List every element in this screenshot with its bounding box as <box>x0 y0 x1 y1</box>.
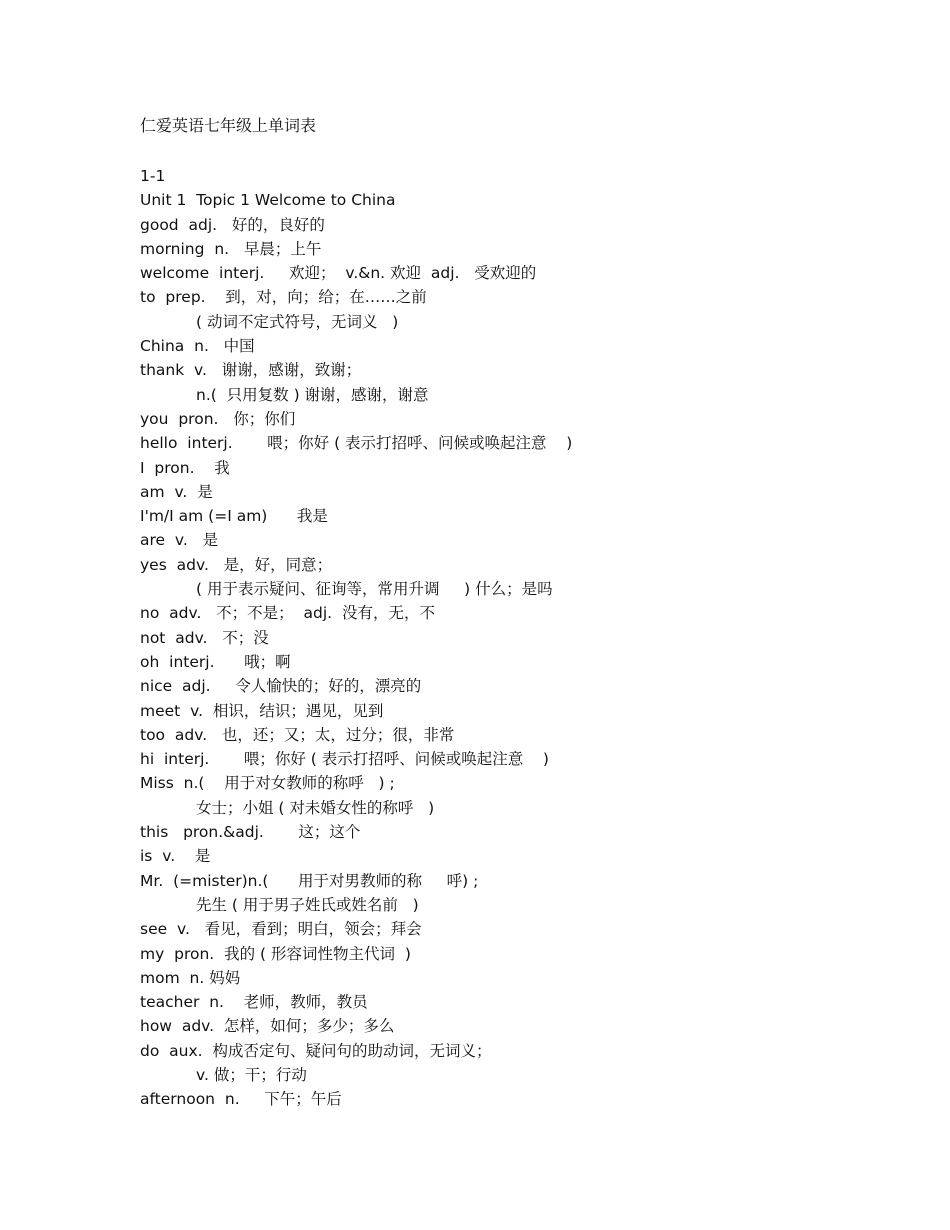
vocab-line: see v. 看见，看到；明白，领会；拜会 <box>140 920 422 939</box>
vocab-line: Miss n.( 用于对女教师的称呼 ) ; <box>140 774 395 793</box>
vocab-line: nice adj. 令人愉快的；好的，漂亮的 <box>140 677 422 696</box>
vocab-line: teacher n. 老师，教师，教员 <box>140 993 368 1012</box>
vocab-line: to prep. 到，对，向；给；在……之前 <box>140 288 427 307</box>
vocab-line-continuation: 先生 ( 用于男子姓氏或姓名前 ) <box>196 895 419 914</box>
vocab-line: oh interj. 哦；啊 <box>140 652 291 671</box>
vocab-line: yes adv. 是，好，同意； <box>140 555 333 574</box>
document-title: 仁爱英语七年级上单词表 <box>140 116 317 135</box>
vocab-line-continuation: 女士；小姐 ( 对未婚女性的称呼 ) <box>196 798 435 817</box>
vocabulary-list <box>140 164 930 1112</box>
vocab-line: good adj. 好的，良好的 <box>140 215 325 234</box>
vocab-line: morning n. 早晨；上午 <box>140 239 322 258</box>
vocab-line: mom n. 妈妈 <box>140 968 241 987</box>
vocab-line: 1-1 <box>140 167 166 185</box>
vocab-line: meet v. 相识，结识；遇见，见到 <box>140 701 384 720</box>
vocab-line-continuation: ( 动词不定式符号，无词义 ) <box>196 312 399 331</box>
vocab-line: am v. 是 <box>140 482 213 501</box>
vocab-line: afternoon n. 下午；午后 <box>140 1090 342 1109</box>
vocab-line: thank v. 谢谢，感谢，致谢； <box>140 361 362 380</box>
vocab-line: are v. 是 <box>140 531 219 550</box>
vocab-line: too adv. 也，还；又；太，过分；很，非常 <box>140 725 455 744</box>
vocab-line: Mr. (=mister)n.( 用于对男教师的称 呼) ; <box>140 871 479 890</box>
vocab-line: hello interj. 喂；你好 ( 表示打招呼、问候或唤起注意 ) <box>140 434 573 453</box>
vocab-line-continuation: ( 用于表示疑问、征询等，常用升调 ) 什么；是吗 <box>196 580 553 599</box>
vocab-line: is v. 是 <box>140 847 211 866</box>
vocab-line: I'm/I am (=I am) 我是 <box>140 507 328 526</box>
vocab-line-continuation: n.( 只用复数 ) 谢谢，感谢，谢意 <box>196 385 429 404</box>
vocab-line: you pron. 你；你们 <box>140 409 296 428</box>
vocab-line: welcome interj. 欢迎； v.&n. 欢迎 adj. 受欢迎的 <box>140 264 537 283</box>
vocab-line-continuation: v. 做；干；行动 <box>196 1065 307 1084</box>
vocab-line: do aux. 构成否定句、疑问句的助动词，无词义； <box>140 1041 492 1060</box>
vocab-line: my pron. 我的 ( 形容词性物主代词 ) <box>140 944 411 963</box>
vocab-line: how adv. 怎样，如何；多少；多么 <box>140 1017 395 1036</box>
vocab-line: this pron.&adj. 这；这个 <box>140 823 361 842</box>
vocab-line: not adv. 不；没 <box>140 628 269 647</box>
vocab-line: Unit 1 Topic 1 Welcome to China <box>140 191 396 210</box>
vocab-line: no adv. 不；不是； adj. 没有，无，不 <box>140 604 435 623</box>
vocab-line: hi interj. 喂；你好 ( 表示打招呼、问候或唤起注意 ) <box>140 750 549 769</box>
vocab-line: China n. 中国 <box>140 337 255 356</box>
vocab-line: I pron. 我 <box>140 458 230 477</box>
